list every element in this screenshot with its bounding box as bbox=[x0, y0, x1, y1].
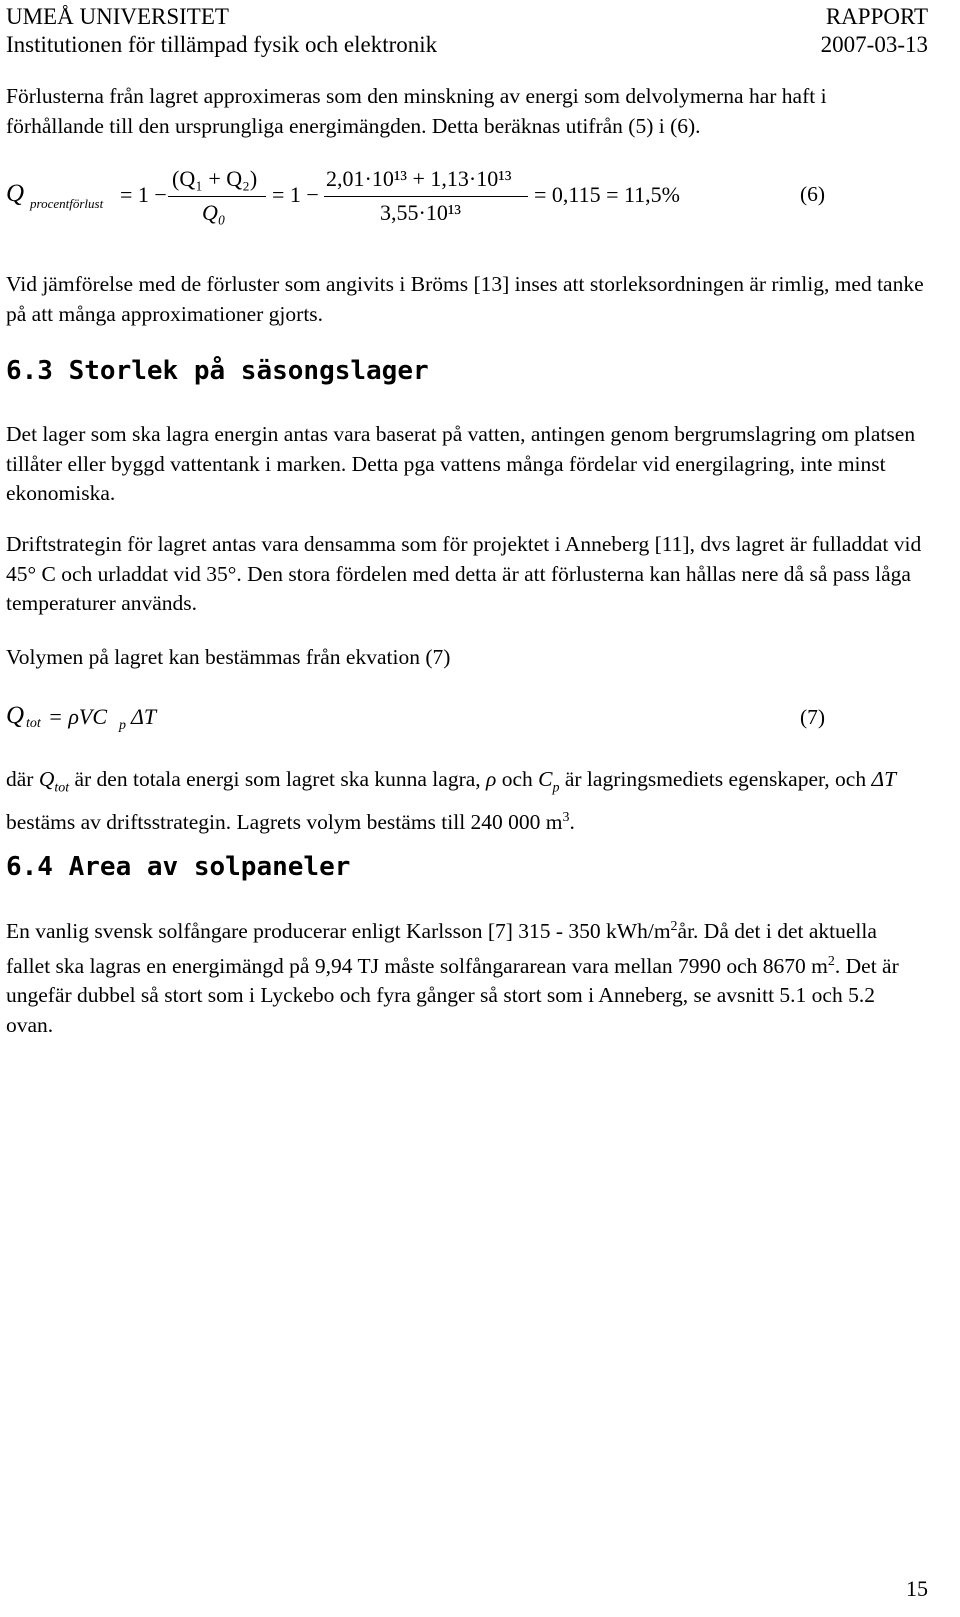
eq7-lhs-q: Q bbox=[6, 702, 25, 729]
p7-exp2: 2 bbox=[827, 953, 835, 969]
report-label: RAPPORT bbox=[825, 4, 928, 29]
section-heading-6-3: 6.3 Storlek på säsongslager bbox=[6, 356, 429, 386]
p7-text-b: år. Då det i det aktuella fallet ska lagras en energimängd på 9,94 TJ måste solfångararean vara mellan 7990 och 8670 m bbox=[6, 919, 877, 978]
paragraph-volume: Volymen på lagret kan bestämmas från ekvation (7) bbox=[6, 645, 451, 669]
paragraph-area bbox=[6, 912, 926, 1040]
p6-text-d: är lagringsmediets egenskaper, och bbox=[559, 767, 872, 791]
eq7-number: (7) bbox=[800, 705, 826, 729]
eq6-den1: Q₀ bbox=[202, 200, 226, 225]
eq6-num2: 2,01·10¹³ + 1,13·10¹³ bbox=[326, 166, 512, 191]
p6-p: p bbox=[552, 780, 560, 796]
p6-text-e: bestäms av driftsstrategin. Lagrets volym bestäms till 240 000 m bbox=[6, 809, 563, 834]
university-name: UMEÅ UNIVERSITET bbox=[6, 4, 229, 29]
p6-text-a: där bbox=[6, 767, 39, 791]
p6-tot: tot bbox=[54, 780, 70, 796]
eq6-lhs-q: Q bbox=[6, 180, 25, 207]
eq6-frac-line-2 bbox=[324, 196, 528, 197]
eq6-number: (6) bbox=[800, 182, 826, 206]
p6-text-f: . bbox=[569, 809, 575, 834]
p7-exp: 2 bbox=[670, 919, 678, 934]
eq7-delta-t: ΔT bbox=[131, 704, 157, 729]
section-heading-6-4: 6.4 Area av solpaneler bbox=[6, 852, 351, 882]
paragraph-strategy: Driftstrategin för lagret antas vara densamma som för projektet i Anneberg [11], dvs lagret är fulladdat vid 45° C och urladdat vid 35°. Den stora fördelen med detta är att förlusterna kan hållas nere då så pass låga temperaturer används. bbox=[6, 532, 922, 615]
p6-q: Q bbox=[38, 767, 55, 791]
eq6-frac-line-1 bbox=[168, 196, 266, 197]
p6-rho: ρ bbox=[486, 767, 497, 791]
paragraph-losses: Förlusterna från lagret approximeras som den minskning av energi som delvolymerna har haft i förhållande till den ursprungliga energimängden. Detta beräknas utifrån (5) i (6). bbox=[6, 84, 827, 138]
p6-text-c: och bbox=[496, 767, 539, 791]
p7-text-a: En vanlig svensk solfångare producerar enligt Karlsson [7] 315 - 350 kWh/m bbox=[6, 919, 671, 944]
paragraph-where bbox=[6, 765, 926, 837]
eq6-minus-1: = 1 − bbox=[120, 182, 167, 207]
eq7-rhs: = ρVC bbox=[48, 704, 108, 729]
paragraph-storage: Det lager som ska lagra energin antas vara baserat på vatten, antingen genom bergrumslagring om platsen tillåter eller byggd vattentank i marken. Detta pga vattens många fördelar vid energilagring, inte minst ekonomiska. bbox=[6, 422, 916, 505]
p7-text-c: . Det är ungefär dubbel så stort som i Lyckebo och fyra gånger så stort som i Anneberg, se avsnitt 5.1 och 5.2 ovan. bbox=[6, 953, 899, 1037]
eq7-lhs-sub: tot bbox=[26, 716, 41, 731]
report-date: 2007-03-13 bbox=[820, 32, 928, 57]
eq6-lhs-sub: procentförlust bbox=[30, 196, 104, 211]
paragraph-comparison: Vid jämförelse med de förluster som angivits i Bröms [13] inses att storleksordningen är rimlig, med tanke på att många approximationer gjorts. bbox=[6, 272, 924, 326]
department-name: Institutionen för tillämpad fysik och elektronik bbox=[6, 32, 438, 57]
eq6-minus-2: = 1 − bbox=[272, 182, 319, 207]
p6-text-b: är den totala energi som lagret ska kunna lagra, bbox=[69, 767, 487, 791]
eq6-den2: 3,55·10¹³ bbox=[380, 200, 462, 225]
eq6-num1: (Q₁ + Q₂) bbox=[172, 166, 258, 191]
page-number: 15 bbox=[906, 1576, 928, 1601]
p6-delta-t: ΔT bbox=[871, 767, 897, 791]
p6-cp: C bbox=[538, 767, 553, 791]
eq6-result: = 0,115 = 11,5% bbox=[534, 182, 681, 207]
p6-exp: 3 bbox=[562, 809, 570, 825]
eq7-rhs-sub: p bbox=[119, 718, 126, 733]
